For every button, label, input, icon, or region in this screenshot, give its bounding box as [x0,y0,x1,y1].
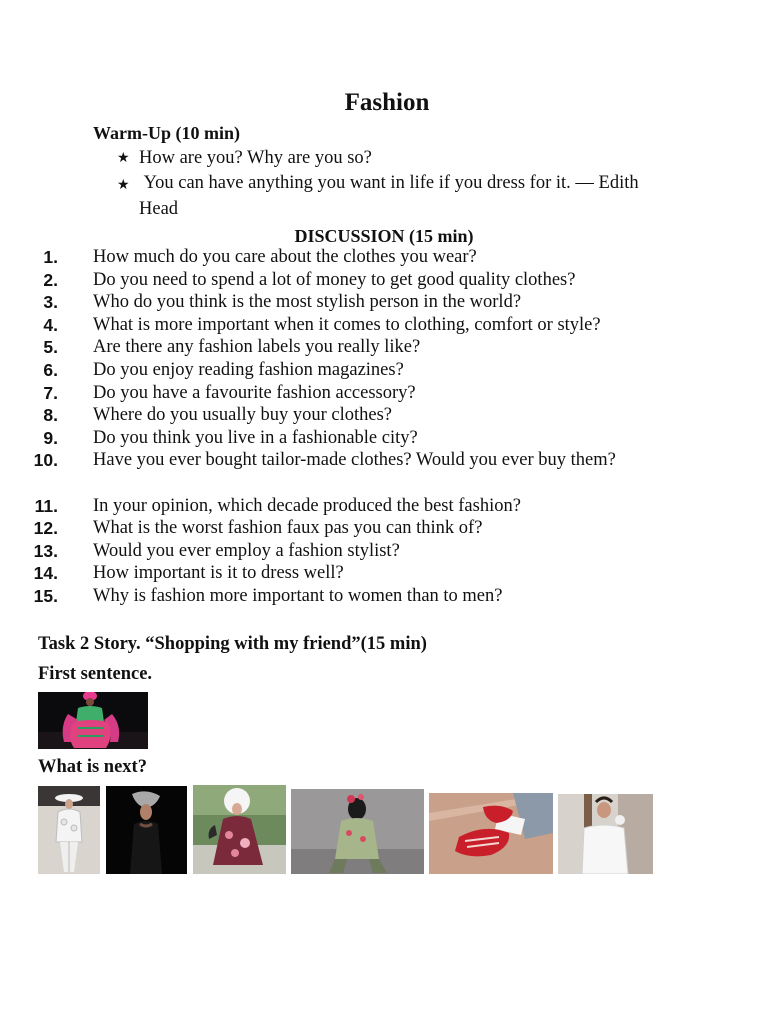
runway-model-photo [38,692,148,749]
question-text: Do you need to spend a lot of money to get good quality clothes? [93,269,576,290]
question-text: Are there any fashion labels you really like? [93,337,421,358]
question-number: 8. [43,405,58,426]
story-photo [291,789,424,874]
question-item [0,269,768,292]
question-item [0,314,768,337]
question-number: 14. [33,563,58,584]
question-item [0,517,768,540]
question-item [0,585,768,608]
story-photo [106,786,187,874]
question-item [0,336,768,359]
story-photo [193,785,286,874]
question-text: In your opinion, which decade produced the best fashion? [93,495,521,516]
question-number: 4. [43,314,58,335]
question-number: 6. [43,359,58,380]
question-text: Would you ever employ a fashion stylist? [93,540,400,561]
question-item [0,449,768,494]
question-text: Do you have a favourite fashion accessory? [93,382,416,403]
question-text: What is the worst fashion faux pas you can think of? [93,518,483,539]
question-item [0,246,768,269]
warmup-item: How are you? Why are you so? [139,148,372,168]
white-sculptural-dress-photo [38,786,100,874]
warmup-item: You can have anything you want in life if you dress for it. — Edith Head [139,173,644,219]
question-text: What is more important when it comes to clothing, comfort or style? [93,314,601,335]
question-item [0,427,768,450]
question-item [0,495,768,518]
question-text: Why is fashion more important to women than to men? [93,585,503,606]
page-title: Fashion [344,89,430,116]
question-text: Have you ever bought tailor-made clothes? Would you ever buy them? [93,450,616,471]
discussion-heading: DISCUSSION (15 min) [294,226,474,246]
question-number: 9. [43,427,58,448]
silver-headpiece-black-dress-photo [106,786,187,874]
masked-floral-outfit-photo [291,789,424,874]
runway-model-pink-knit-photo [38,692,148,749]
warmup-heading: Warm-Up (10 min) [93,123,240,143]
story-photo [429,793,553,874]
question-text: Do you think you live in a fashionable city? [93,427,418,448]
question-number: 15. [33,585,58,606]
question-item [0,382,768,405]
question-item [0,359,768,382]
question-item [0,540,768,563]
question-text: Where do you usually buy your clothes? [93,405,393,426]
white-wig-floral-gown-photo [193,785,286,874]
question-number: 12. [33,518,58,539]
question-item [0,291,768,314]
question-text: How much do you care about the clothes you wear? [93,247,477,267]
first-sentence-heading: First sentence. [38,664,153,684]
question-number: 11. [34,495,58,516]
story-photo [558,794,653,874]
question-number: 3. [43,292,58,313]
question-number: 10. [33,450,58,471]
what-next-heading: What is next? [38,757,147,777]
star-bullet-icon: ★ [117,178,130,193]
task2-heading: Task 2 Story. “Shopping with my friend”(15 min) [38,634,427,654]
question-text: Who do you think is the most stylish person in the world? [93,292,522,313]
question-text: Do you enjoy reading fashion magazines? [93,359,404,380]
question-number: 5. [43,337,58,358]
question-number: 13. [33,540,58,561]
red-sandals-white-socks-photo [429,793,553,874]
question-item [0,404,768,427]
question-item [0,562,768,585]
white-off-shoulder-dress-photo [558,794,653,874]
discussion-question-list [0,246,768,608]
story-photo [38,786,100,874]
star-bullet-icon: ★ [117,151,130,166]
question-number: 2. [43,269,58,290]
question-number: 7. [43,382,58,403]
question-number: 1. [43,247,58,267]
question-text: How important is it to dress well? [93,563,344,584]
